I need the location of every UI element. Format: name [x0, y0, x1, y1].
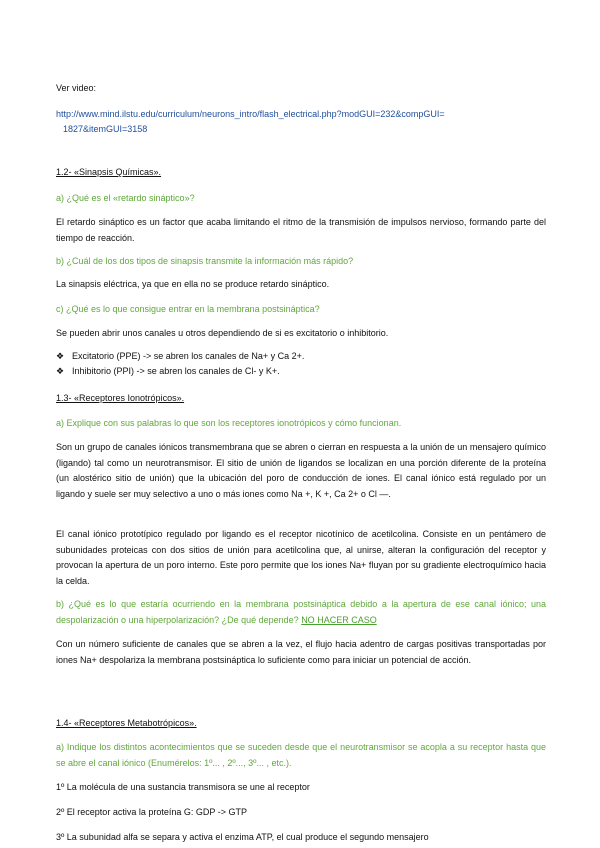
answer-receptores-ionotropicos-p1: Son un grupo de canales iónicos transmembrana que se abren o cierran en respuesta a la unión de un mensajero químico (ligando) tal como un neurotransmisor. El sitio de unión de ligandos se localizan en una porción diferente de la proteína (un alostérico sitio de unión) que la ubicación del poro de conducción de iones. El canal iónico está regulado por un ligando y suele ser muy selectivo a uno o más iones como Na +, K +, Ca 2+ o Cl —.	[56, 442, 546, 499]
answer-retardo-sinaptico: El retardo sináptico es un factor que acaba limitando el ritmo de la transmisión de impulsos nervioso, formando parte del tiempo de reacción.	[56, 217, 546, 243]
step-1: 1º La molécula de una sustancia transmisora se une al receptor	[56, 782, 310, 792]
question-despolarizacion	[56, 597, 546, 628]
answer-despolarizacion: Con un número suficiente de canales que se abren a la vez, el flujo hacia adentro de cargas positivas transportadas por iones Na+ despolariza la membrana postsináptica lo suficiente como para iniciar un potencial de acción.	[56, 639, 546, 665]
question-sinapsis-rapida: b) ¿Cuál de los dos tipos de sinapsis transmite la información más rápido?	[56, 256, 354, 266]
answer-receptores-ionotropicos-p2: El canal iónico prototípico regulado por ligando es el receptor nicotínico de acetilcolina. Consiste en un pentámero de subunidades proteicas con dos sitios de unión para acetilcolina que, al unirse, alteran la configuración del receptor y provocan la apertura de un poro interno. Este poro permite que los iones Na+ fluyan por su gradiente electroquímico hacia la celda.	[56, 529, 546, 586]
diamond-bullet-icon: ❖	[56, 351, 65, 361]
question-receptores-ionotropicos: a) Explique con sus palabras lo que son los receptores ionotrópicos y cómo funcionan.	[56, 418, 402, 428]
question-membrana-postsinaptica: c) ¿Qué es lo que consigue entrar en la membrana postsináptica?	[56, 304, 320, 314]
step-3: 3º La subunidad alfa se separa y activa el enzima ATP, el cual produce el segundo mensajero	[56, 832, 429, 842]
no-hacer-caso-note: NO HACER CASO	[301, 614, 377, 625]
diamond-bullet-icon: ❖	[56, 366, 65, 376]
bullet-text-excitatorio: Excitatorio (PPE) -> se abren los canales de Na+ y Ca 2+.	[72, 351, 305, 361]
question-acontecimientos: a) Indique los distintos acontecimientos que se suceden desde que el neurotransmisor se acopla a su receptor hasta que se abre el canal iónico (Enumérelos: 1º... , 2º..., 3º... , etc.).	[56, 742, 546, 768]
list-item	[56, 349, 546, 364]
section-heading-sinapsis-quimicas: 1.2- «Sinapsis Químicas».	[56, 167, 162, 177]
video-link[interactable]: http://www.mind.ilstu.edu/curriculum/neurons_intro/flash_electrical.php?modGUI=232&compGUI=	[56, 109, 445, 119]
answer-membrana-postsinaptica: Se pueden abrir unos canales u otros dependiendo de si es excitatorio o inhibitorio.	[56, 328, 389, 338]
section-heading-receptores-metabotropicos: 1.4- «Receptores Metabotrópicos».	[56, 718, 197, 728]
bullet-text-inhibitorio: Inhibitorio (PPI) -> se abren los canales de Cl- y K+.	[72, 366, 280, 376]
question-despolarizacion-text: b) ¿Qué es lo que estaría ocurriendo en la membrana postsináptica debido a la apertura de ese canal iónico; una despolarización o una hiperpolarización? ¿De qué depende?	[56, 599, 546, 625]
question-retardo-sinaptico: a) ¿Qué es el «retardo sináptico»?	[56, 193, 195, 203]
list-item	[56, 364, 546, 379]
section-heading-receptores-ionotropicos: 1.3- «Receptores Ionotrópicos».	[56, 393, 185, 403]
step-2: 2º El receptor activa la proteína G: GDP -> GTP	[56, 807, 247, 817]
ver-video-label: Ver video:	[56, 83, 97, 93]
video-link-continuation[interactable]: 1827&itemGUI=3158	[63, 124, 148, 134]
answer-sinapsis-rapida: La sinapsis eléctrica, ya que en ella no se produce retardo sináptico.	[56, 279, 330, 289]
